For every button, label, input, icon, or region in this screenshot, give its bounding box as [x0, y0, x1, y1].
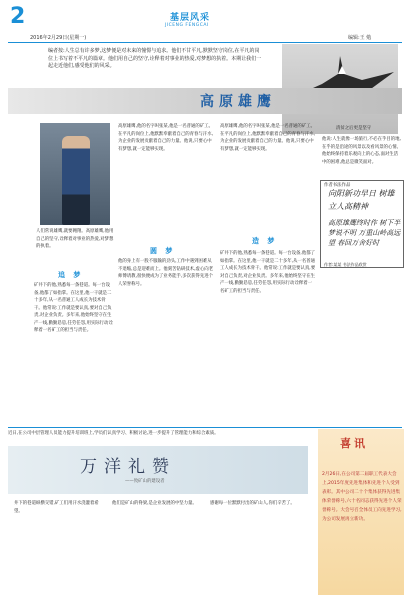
subhead-yuanmeng: 圆 梦 [150, 247, 176, 255]
worker-figure [62, 136, 90, 225]
section-title-en: JICENG FENGCAI [165, 23, 209, 28]
section-title: 基层风采 [170, 13, 211, 23]
photo-caption: 人们常说雄鹰,就要翱翔。高原雄鹰,他用自己的坚守,诠释着对事业的热爱,对梦想的执着。 [36, 229, 114, 249]
article-column-3: 高原雄鹰,他的名字叫张某,他是一名普通的矿工。在平凡的岗位上,他默默奉献着自己的青春与汗水,为企业的发展贡献着自己的力量。他说,只要心中有梦想,就一定能够实现。 [220, 124, 315, 152]
wanyang-title: 万洋礼赞 [80, 457, 176, 477]
section-separator [8, 427, 402, 428]
calligraphy-note: 作者:某某 书法作品欣赏 [324, 262, 367, 267]
bottom-header-text: 近日,在公司中层管理人员能力提升培训班上,学员们认真学习、积极讨论,进一步提升了管理能力和综合素质。 [8, 431, 219, 436]
article-column-1: 矿井下的他,熟悉每一条巷道。每一台设备,他都了如指掌。在这里,他一干就是二十多年,从一名普通工人成长为技术骨干。他常说:工作就是要认真,要对自己负责,对企业负责。多年来,他始终坚守在生产一线,勤勤恳恳,任劳任怨,用实际行动诠释着一名矿工的担当与责任。 [34, 283, 113, 333]
good-news-title: 喜讯 [340, 437, 368, 450]
right-column-title: 清贫之后更是坚守 [336, 126, 372, 131]
masthead [0, 0, 410, 44]
editor-credit: 编辑:王 勉 [348, 35, 372, 41]
calligraphy-work: 向阳新功早日 树雄立人高精神 [328, 189, 395, 211]
subhead-zhuimeng: 追 梦 [58, 271, 84, 279]
page-number: 2 [10, 4, 26, 29]
article-column-2: 高原雄鹰,他的名字叫张某,他是一名普通的矿工。在平凡的岗位上,他默默奉献着自己的青春与汗水,为企业的发展贡献着自己的力量。他说,只要心中有梦想,就一定能够实现。 [118, 124, 213, 152]
editor-note: 编者按:人生总有许多梦,这梦便是对未来的憧憬与追求。他们不甘平凡,默默坚守岗位,在平凡的岗位上书写着不平凡的篇章。他们用自己的坚守,诠释着对事业的热爱,对梦想的执着。本期让我们一起走近他们,感受他们的风采。 [48, 48, 262, 69]
article-column-2b: 他的身上有一股不服输的劲头,工作中遇到困难从不退缩,总是迎难而上。他刻苦钻研技术,虚心向老师傅请教,很快便成为了业务能手,多次获得先进个人荣誉称号。 [118, 259, 213, 287]
subhead-zaomeng: 造 梦 [252, 237, 278, 245]
wanyang-subtitle: ——致矿山的建设者 [125, 479, 165, 484]
article-column-3b: 矿井下的他,熟悉每一条巷道。每一台设备,他都了如指掌。在这里,他一干就是二十多年,从一名普通工人成长为技术骨干。他常说:工作就是要认真,要对自己负责,对企业负责。多年来,他始终坚守在生产一线,勤勤恳恳,任劳任怨,用实际行动诠释着一名矿工的担当与责任。 [220, 251, 316, 294]
bottom-column-2: 他们是矿山的脊梁,是企业发展的中坚力量。 [112, 501, 197, 506]
issue-date: 2016年2月29日(星期一) [30, 35, 87, 41]
right-column-text: 他说:人生就像一场旅行,不必在乎目的地,在乎的是沿途的风景以及看风景的心情。他始终保持着乐观向上的心态,面对生活中的困难,他总是微笑面对。 [322, 137, 402, 165]
header-rule [8, 42, 402, 43]
calligraphy-poem: 高原雄鹰终时作 树下半梦说不明 万重山岭高远望 春回万舍好时 [328, 219, 401, 247]
calligraphy-heading: 作者书法作品 [324, 183, 351, 188]
feature-title: 高原雄鹰 [200, 94, 276, 110]
bottom-column-3: 感谢每一位默默付出的矿山人,你们辛苦了。 [210, 501, 295, 506]
good-news-text: 2月26日,在公司第二届职工代表大会上,2015年度先进集体和先进个人受到表彰。其中公司二十个集体获得先进集体荣誉称号,六十名同志获得先进个人荣誉称号。大会号召全体员工向先进学习,为公司发展再立新功。 [322, 472, 402, 522]
bottom-column-1: 井下的巷道纵横交错,矿工们用汗水浇灌着希望。 [14, 501, 99, 514]
